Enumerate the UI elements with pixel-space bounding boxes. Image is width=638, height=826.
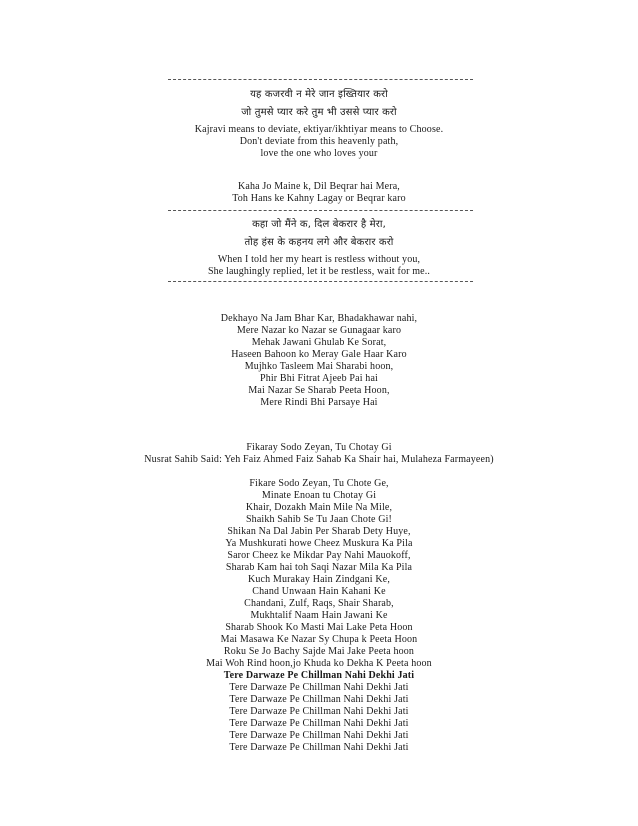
divider-bottom [168, 281, 473, 282]
refrain-line-bold: Tere Darwaze Pe Chillman Nahi Dekhi Jati [223, 670, 415, 681]
text-line: Shaikh Sahib Se Tu Jaan Chote Gi! [245, 514, 393, 525]
text-line: She laughingly replied, let it be restless, wait for me.. [207, 266, 431, 277]
text-line: Mehak Jawani Ghulab Ke Sorat, [251, 337, 387, 348]
hindi-line: यह कजरवी न मेरे जान इख्तियार करो [250, 89, 388, 100]
text-line: Minate Enoan tu Chotay Gi [261, 490, 377, 501]
text-line: Fikare Sodo Zeyan, Tu Chote Ge, [249, 478, 389, 489]
text-line: Phir Bhi Fitrat Ajeeb Pai hai [260, 373, 378, 384]
text-line: Mai Woh Rind hoon,jo Khuda ko Dekha K Peeta hoon [206, 658, 432, 669]
text-line: Nusrat Sahib Said: Yeh Faiz Ahmed Faiz Sahab Ka Shair hai, Mulaheza Farmayeen) [144, 454, 494, 465]
text-line: Mai Nazar Se Sharab Peeta Hoon, [248, 385, 390, 396]
refrain-line: Tere Darwaze Pe Chillman Nahi Dekhi Jati [229, 718, 409, 729]
refrain-line: Tere Darwaze Pe Chillman Nahi Dekhi Jati [229, 694, 409, 705]
hindi-line: जो तुमसे प्यार करे तुम भी उससे प्यार करो [241, 107, 397, 118]
text-line: Mere Nazar ko Nazar se Gunagaar karo [236, 325, 402, 336]
text-line: Haseen Bahoon ko Meray Gale Haar Karo [231, 349, 407, 360]
refrain-line: Tere Darwaze Pe Chillman Nahi Dekhi Jati [229, 682, 409, 693]
text-line: Fikaray Sodo Zeyan, Tu Chotay Gi [246, 442, 392, 453]
text-line: Khair, Dozakh Main Mile Na Mile, [245, 502, 393, 513]
refrain-line: Tere Darwaze Pe Chillman Nahi Dekhi Jati [229, 742, 409, 753]
text-line: love the one who loves your [260, 148, 378, 159]
text-line: Ya Mushkurati howe Cheez Muskura Ka Pila [225, 538, 413, 549]
divider [168, 210, 473, 211]
text-line: Chand Unwaan Hain Kahani Ke [252, 586, 386, 597]
refrain-line: Tere Darwaze Pe Chillman Nahi Dekhi Jati [229, 730, 409, 741]
text-line: Saror Cheez ke Mikdar Pay Nahi Mauokoff, [227, 550, 411, 561]
text-line: Roku Se Jo Bachy Sajde Mai Jake Peeta hoon [223, 646, 415, 657]
text-line: Kajravi means to deviate, ektiyar/ikhtiyar means to Choose. [194, 124, 444, 135]
text-line: Kuch Murakay Hain Zindgani Ke, [248, 574, 390, 585]
text-line: Mukhtalif Naam Hain Jawani Ke [250, 610, 388, 621]
divider-top [168, 79, 473, 80]
text-line: Dekhayo Na Jam Bhar Kar, Bhadakhawar nahi, [220, 313, 418, 324]
text-line: Mai Masawa Ke Nazar Sy Chupa k Peeta Hoon [220, 634, 418, 645]
text-line: Sharab Kam hai toh Saqi Nazar Mila Ka Pila [225, 562, 413, 573]
text-line: Sharab Shook Ko Masti Mai Lake Peta Hoon [225, 622, 413, 633]
text-line: Kaha Jo Maine k, Dil Beqrar hai Mera, [238, 181, 400, 192]
text-line: Don't deviate from this heavenly path, [239, 136, 399, 147]
text-line: Mere Rindi Bhi Parsaye Hai [260, 397, 378, 408]
refrain-line: Tere Darwaze Pe Chillman Nahi Dekhi Jati [229, 706, 409, 717]
hindi-line: कहा जो मैंने क, दिल बेकरार है मेरा, [252, 219, 386, 230]
text-line: When I told her my heart is restless without you, [217, 254, 421, 265]
text-line: Chandani, Zulf, Raqs, Shair Sharab, [244, 598, 394, 609]
text-line: Mujhko Tasleem Mai Sharabi hoon, [244, 361, 394, 372]
text-line: Toh Hans ke Kahny Lagay or Beqrar karo [232, 193, 406, 204]
hindi-line: तोह हंस के कहनय लगे और बेकरार करो [244, 237, 394, 248]
text-line: Shikan Na Dal Jabin Per Sharab Dety Huye, [227, 526, 411, 537]
